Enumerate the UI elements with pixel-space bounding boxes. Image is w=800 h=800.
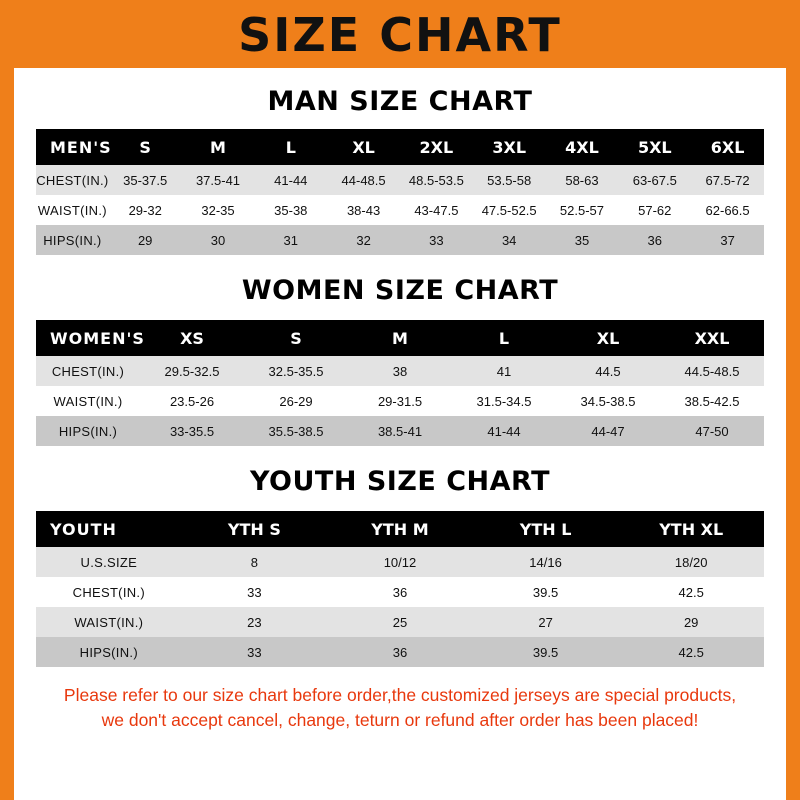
row-label: WAIST(IN.) [36,386,140,416]
cell: 52.5-57 [546,195,619,225]
cell: 35.5-38.5 [244,416,348,446]
cell: 23 [182,607,328,637]
cell: 18/20 [618,547,764,577]
cell: 41-44 [452,416,556,446]
cell: 33 [182,577,328,607]
header-cell-xxl: XXL [660,320,764,356]
footer-note-line1: Please refer to our size chart before order,the customized jerseys are special products, [63,685,737,705]
banner [14,0,786,68]
cell: 14/16 [473,547,619,577]
cell: 36 [618,225,691,255]
header-cell-3xl: 3XL [473,129,546,165]
row-label: U.S.SIZE [36,547,182,577]
cell: 33-35.5 [140,416,244,446]
cell: 41 [452,356,556,386]
cell: 29 [618,607,764,637]
row-label: CHEST(IN.) [36,356,140,386]
header-cell-yth-m: YTH M [327,511,473,547]
women-section-title: WOMEN SIZE CHART [241,275,559,306]
header-cell-yth-xl: YTH XL [618,511,764,547]
cell: 42.5 [618,577,764,607]
cell: 29-32 [109,195,182,225]
cell: 47.5-52.5 [473,195,546,225]
table-row [36,547,764,577]
table-row [36,165,764,195]
row-label: HIPS(IN.) [36,637,182,667]
cell: 44.5 [556,356,660,386]
cell: 33 [400,225,473,255]
header-cell-s: S [244,320,348,356]
cell: 37 [691,225,764,255]
cell: 29 [109,225,182,255]
header-cell-xl: XL [556,320,660,356]
cell: 25 [327,607,473,637]
table-row [36,386,764,416]
cell: 35-38 [254,195,327,225]
cell: 44-47 [556,416,660,446]
cell: 38 [348,356,452,386]
cell: 41-44 [254,165,327,195]
row-label: CHEST(IN.) [36,577,182,607]
cell: 34.5-38.5 [556,386,660,416]
cell: 10/12 [327,547,473,577]
header-cell-m: M [182,129,255,165]
cell: 67.5-72 [691,165,764,195]
header-cell-2xl: 2XL [400,129,473,165]
cell: 29-31.5 [348,386,452,416]
row-label: CHEST(IN.) [36,165,109,195]
cell: 37.5-41 [182,165,255,195]
cell: 34 [473,225,546,255]
row-label: WAIST(IN.) [36,607,182,637]
cell: 36 [327,577,473,607]
cell: 53.5-58 [473,165,546,195]
cell: 29.5-32.5 [140,356,244,386]
header-cell-yth-l: YTH L [473,511,619,547]
row-label: HIPS(IN.) [36,225,109,255]
cell: 63-67.5 [618,165,691,195]
cell: 31.5-34.5 [452,386,556,416]
cell: 33 [182,637,328,667]
header-cell-xl: XL [327,129,400,165]
header-cell-label: MEN'S [36,129,109,165]
cell: 44.5-48.5 [660,356,764,386]
table-header-row [36,320,764,356]
cell: 31 [254,225,327,255]
cell: 38-43 [327,195,400,225]
cell: 38.5-42.5 [660,386,764,416]
cell: 36 [327,637,473,667]
cell: 42.5 [618,637,764,667]
cell: 8 [182,547,328,577]
footer-note [36,683,764,734]
cell: 35-37.5 [109,165,182,195]
cell: 32-35 [182,195,255,225]
cell: 43-47.5 [400,195,473,225]
header-cell-m: M [348,320,452,356]
table-header-row [36,129,764,165]
cell: 35 [546,225,619,255]
cell: 26-29 [244,386,348,416]
table-row [36,356,764,386]
man-size-table [36,129,764,255]
header-cell-xs: XS [140,320,244,356]
header-cell-l: L [254,129,327,165]
table-row [36,637,764,667]
table-row [36,195,764,225]
women-size-table [36,320,764,446]
youth-section-title: YOUTH SIZE CHART [249,466,551,497]
table-row [36,577,764,607]
table-row [36,607,764,637]
banner-title: SIZE CHART [238,8,562,62]
cell: 23.5-26 [140,386,244,416]
cell: 47-50 [660,416,764,446]
youth-size-table [36,511,764,667]
table-row [36,225,764,255]
header-cell-6xl: 6XL [691,129,764,165]
cell: 30 [182,225,255,255]
cell: 32.5-35.5 [244,356,348,386]
table-header-row [36,511,764,547]
footer-note-line2: we don't accept cancel, change, teturn or refund after order has been placed! [101,710,699,731]
cell: 57-62 [618,195,691,225]
cell: 39.5 [473,577,619,607]
man-section-title: MAN SIZE CHART [267,86,533,117]
row-label: HIPS(IN.) [36,416,140,446]
cell: 27 [473,607,619,637]
header-cell-5xl: 5XL [618,129,691,165]
header-cell-l: L [452,320,556,356]
header-cell-4xl: 4XL [546,129,619,165]
cell: 38.5-41 [348,416,452,446]
header-cell-yth-s: YTH S [182,511,328,547]
table-row [36,416,764,446]
header-cell-s: S [109,129,182,165]
cell: 62-66.5 [691,195,764,225]
cell: 39.5 [473,637,619,667]
cell: 48.5-53.5 [400,165,473,195]
header-cell-label: YOUTH [36,511,182,547]
row-label: WAIST(IN.) [36,195,109,225]
content [14,86,786,734]
cell: 58-63 [546,165,619,195]
cell: 32 [327,225,400,255]
header-cell-label: WOMEN'S [36,320,140,356]
cell: 44-48.5 [327,165,400,195]
